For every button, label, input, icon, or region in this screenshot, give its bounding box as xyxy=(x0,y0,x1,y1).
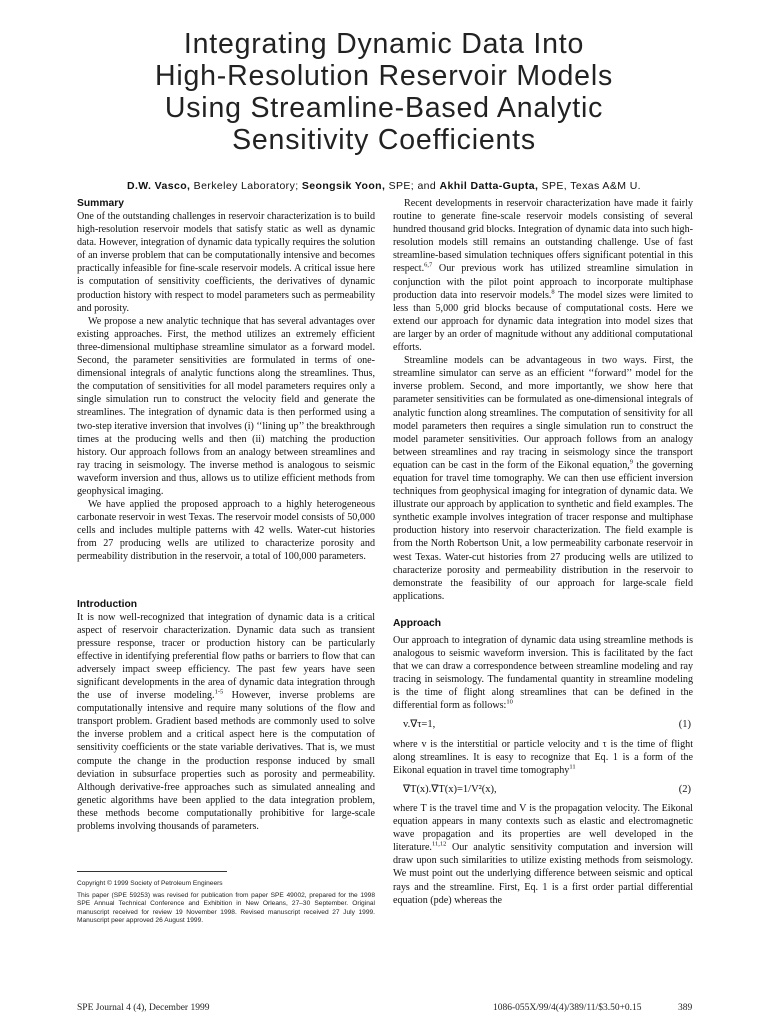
author-affiliation: SPE; and xyxy=(385,180,440,192)
citation-ref: 10 xyxy=(506,699,513,707)
body-text: Our analytic sensitivity computation and inversion will draw upon such similarities to utilize existing methods from seismology. We must point out the underlying difference between seismic and optical rays and the streamline. First, Eq. 1 is a first order partial differential equation (pde) whereas the xyxy=(393,842,693,906)
approach-paragraph xyxy=(393,802,693,907)
body-text: Recent developments in reservoir characterization have made it fairly routine to generate fine-scale reservoir models consisting of several hundred thousand grid blocks. Integration of dynamic data into such high-resolution models still remains an outstanding challenge. Use of fast streamline-based simulation techniques offers significant potential in this respect. xyxy=(393,198,693,275)
approach-paragraph xyxy=(393,634,693,713)
citation-ref: 9 xyxy=(629,458,634,466)
author-affiliation: SPE, Texas A&M U. xyxy=(538,180,641,192)
introduction-paragraph xyxy=(77,611,375,834)
summary-paragraph: We have applied the proposed approach to a highly heterogeneous carbonate reservoir in west Texas. The reservoir model consists of 50,000 cells and includes multiple patterns with 42 wells. Water-cut histories from 27 producing wells are utilized to characterize porosity and permeability distribution in the reservoir, a total of 100,000 parameters. xyxy=(77,499,375,563)
citation-ref: 11,12 xyxy=(431,840,447,848)
citation-ref: 6,7 xyxy=(424,262,433,270)
citation-ref: 1-5 xyxy=(214,688,224,696)
approach-paragraph xyxy=(393,738,693,777)
author-line xyxy=(0,180,768,192)
author-name: D.W. Vasco, xyxy=(127,180,191,192)
body-text: Streamline models can be advantageous in two ways. First, the streamline simulator can serve as an efficient ‘‘forward’’ model for the inverse problem. Second, and more importantly, we show here that parameter sensitivities can be formulated as one-dimensional integrals of analytic function along streamlines. The computation of sensitivity for all model parameters then requires a single simulation run to construct the model parameter sensitivities. Our approach follows from an analogy between streamlines and ray tracing in seismology since the transport equation can be cast in the form of the Eikonal equation, xyxy=(393,355,693,471)
approach-heading: Approach xyxy=(393,617,442,629)
body-paragraph xyxy=(393,197,693,354)
manuscript-note: This paper (SPE 59253) was revised for publication from paper SPE 49002, prepared for the 1998 SPE Annual Technical Conference and Exhibition in New Orleans, 27–30 September. Original manuscript received for review 19 November 1998. Revised manuscript received 27 July 1999. Manuscript peer approved 26 August 1999. xyxy=(77,892,375,924)
summary-heading: Summary xyxy=(77,198,124,209)
paper-title xyxy=(60,28,708,156)
page-number: 389 xyxy=(678,1003,693,1013)
body-paragraph xyxy=(393,354,693,603)
body-text: It is now well-recognized that integration of dynamic data is a critical aspect of reservoir characterization. Dynamic data such as transient pressure response, tracer or production history can be particularly effective in identifying preferential flow paths or barriers to flow that can adversely impact sweep efficiency. The past few years have seen significant developments in the area of dynamic data integration through the use of inverse modeling. xyxy=(77,611,375,702)
title-line: Sensitivity Coefficients xyxy=(232,124,536,156)
equation-body: ∇T(x).∇T(x)=1/V²(x), xyxy=(403,783,497,795)
citation-ref: 8 xyxy=(551,288,555,296)
copyright-notice: Copyright © 1999 Society of Petroleum Engineers xyxy=(77,880,223,887)
equation-body: v.∇τ=1, xyxy=(403,719,436,731)
title-line: Using Streamline-Based Analytic xyxy=(164,92,604,124)
citation-ref: 11 xyxy=(569,763,576,771)
right-column xyxy=(393,197,693,907)
equation-number: (2) xyxy=(678,783,691,795)
body-text: However, inverse problems are computationally intensive and require many solutions of the flow and transport problem. Gradient based methods are commonly used to solve the inverse problem and a critical aspect here is the computation of sensitivity coefficients or the state variable derivatives. That is, we must compute the change in the production response induced by small deviation in subsurface properties such as porosity and permeability. Although derivative-free approaches such as simulated annealing and genetic algorithms have been applied to the data integration problem, these methods become computationally prohibitive for large-scale problems involving thousands of parameters. xyxy=(77,690,375,833)
footnote-rule xyxy=(77,871,227,872)
summary-paragraph: One of the outstanding challenges in reservoir characterization is to build high-resolution reservoir models that satisfy static as well as dynamic data. However, integration of dynamic data typically requires the solution of an inverse problem that can be computationally intensive and becomes practically infeasible for fine-scale reservoir models. A critical issue here is computation of sensitivity coefficients, the derivatives of dynamic production history with respect to model parameters such as permeability and porosity. xyxy=(77,211,375,314)
article-code: 1086-055X/99/4(4)/389/11/$3.50+0.15 xyxy=(493,1003,642,1013)
title-line: Integrating Dynamic Data Into xyxy=(183,28,585,60)
summary-paragraph: We propose a new analytic technique that has several advantages over existing approaches. First, the method utilizes an extremely efficient three-dimensional multiphase streamline simulator as a forward model. Second, the parameter sensitivities are formulated in terms of one-dimensional integrals of analytic functions along the streamlines. Thus, the computation of sensitivities for all model parameters requires only a single simulation run to construct the velocity field and generate the streamlines. The integration of dynamic data is then performed using a two-step iterative inversion that involves (i) ‘‘lining up’’ the breakthrough times at the producing wells and then (ii) matching the production history. Our approach follows from an analogy between streamlines and ray tracing in seismology. The inverse method is analogous to seismic waveform inversion and thus, allows us to utilize efficient methods from geophysical imaging. xyxy=(77,315,375,497)
author-name: Akhil Datta-Gupta, xyxy=(439,180,539,192)
footnote-block xyxy=(77,871,375,929)
journal-citation: SPE Journal 4 (4), December 1999 xyxy=(77,1003,210,1013)
body-text: where v is the interstitial or particle velocity and τ is the time of flight along streamlines. It is easy to recognize that Eq. 1 is a form of the Eikonal equation in travel time tomography xyxy=(393,738,693,776)
author-name: Seongsik Yoon, xyxy=(301,180,386,192)
title-line: High-Resolution Reservoir Models xyxy=(154,60,614,92)
equation-number: (1) xyxy=(678,719,691,731)
body-text: Our previous work has utilized streamline simulation in conjunction with the pilot point approach to incorporate multiphase production data into reservoir models. xyxy=(393,263,693,301)
left-column xyxy=(77,197,375,833)
equation-2 xyxy=(403,783,693,796)
introduction-heading: Introduction xyxy=(77,598,138,610)
body-text: The model sizes were limited to less than 5,000 grid blocks because of computational costs. Here we extend our approach for dynamic data integration into model sizes that are larger by an order of magnitude without any additional computational efforts. xyxy=(393,289,694,354)
body-text: Our approach to integration of dynamic data using streamline methods is analogous to seismic waveform inversion. This is facilitated by the fact that we can draw a correspondence between streamline modeling and ray tracing in seismology. The fundamental quantity in streamline modeling is the time of flight along streamlines that can be defined in the differential form as follows: xyxy=(393,634,693,712)
equation-1 xyxy=(403,718,693,731)
author-affiliation: Berkeley Laboratory; xyxy=(190,180,302,192)
body-text: where T is the travel time and V is the propagation velocity. The Eikonal equation appears in many contexts such as elastic and electromagnetic wave propagation and its properties are well developed in the literature. xyxy=(393,802,693,854)
body-text: the governing equation for travel time tomography. We can then use efficient inversion techniques from geophysical imaging for integration of dynamic data. We illustrate our approach by application to synthetic and field examples. The synthetic example involves integration of tracer response and multiphase production history into reservoir characterization. The field example is from the North Robertson Unit, a low permeability carbonate reservoir in west Texas. Water-cut histories from 27 producing wells are utilized to characterize porosity and permeability distribution in the reservoir to demonstrate the feasibility of our approach for large-scale field applications. xyxy=(393,459,694,602)
